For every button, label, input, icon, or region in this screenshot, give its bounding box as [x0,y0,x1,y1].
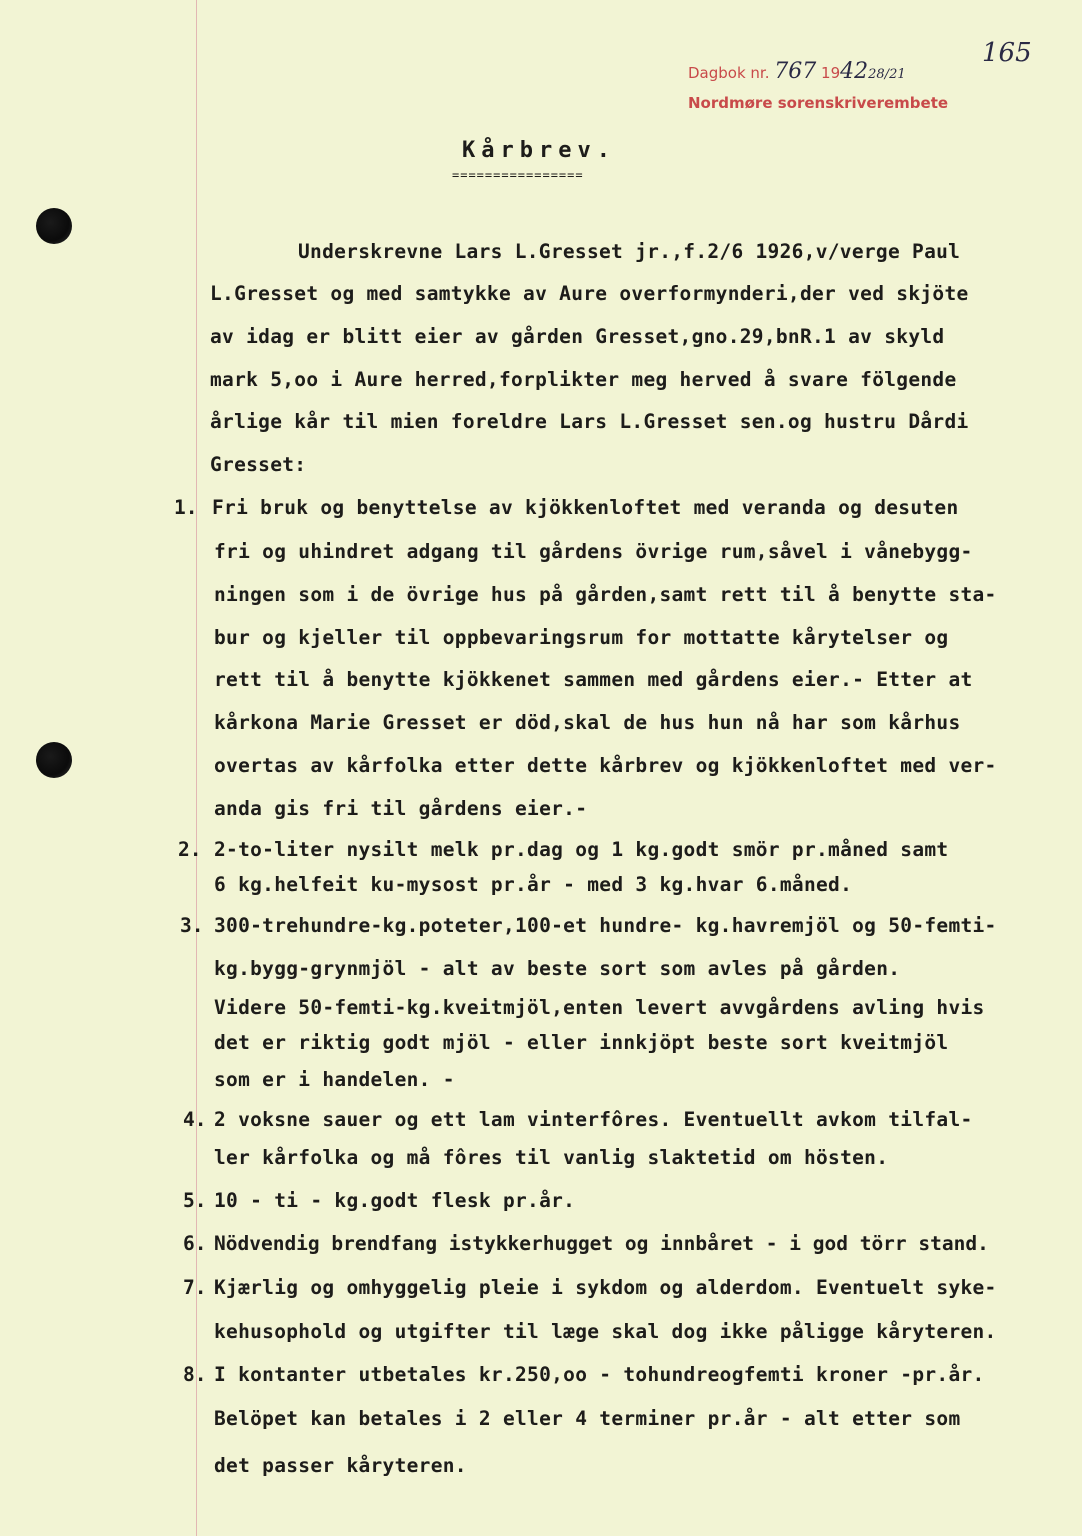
item-line: det passer kåryteren. [214,1454,467,1477]
stamp-date: 28/21 [868,67,906,82]
item-line: fri og uhindret adgang til gårdens övrige rum,såvel i vånebygg- [214,540,973,563]
intro-line: mark 5,oo i Aure herred,forplikter meg herved å svare fölgende [210,368,957,391]
item-line: Kjærlig og omhyggelig pleie i sykdom og alderdom. Eventuelt syke- [214,1276,997,1299]
intro-line: Gresset: [210,453,307,476]
punch-hole [36,208,72,244]
item-line: 6 kg.helfeit ku-mysost pr.år - med 3 kg.hvar 6.måned. [214,873,853,896]
item-line: 2 voksne sauer og ett lam vinterfôres. Eventuellt avkom tilfal- [214,1108,973,1131]
item-line: kg.bygg-grynmjöl - alt av beste sort som avles på gården. [214,957,901,980]
item-line: bur og kjeller til oppbevaringsrum for mottatte kårytelser og [214,626,949,649]
item-line: overtas av kårfolka etter dette kårbrev og kjökkenloftet med ver- [214,754,997,777]
item-line: Belöpet kan betales i 2 eller 4 terminer pr.år - alt etter som [214,1407,961,1430]
margin-line [196,0,197,1536]
item-line: 300-trehundre-kg.poteter,100-et hundre- kg.havremjöl og 50-femti- [214,914,997,937]
item-number: 2. [178,838,202,861]
item-line: Videre 50-femti-kg.kveitmjöl,enten levert avvgårdens avling hvis [214,996,985,1019]
registry-stamp [688,58,948,117]
item-number: 6. [183,1232,207,1255]
item-line: kårkona Marie Gresset er död,skal de hus hun nå har som kårhus [214,711,961,734]
stamp-dagbok-label: Dagbok nr. [688,64,770,82]
page-number: 165 [982,38,1032,68]
item-line: Nödvendig brendfang istykkerhugget og innbåret - i god törr stand. [214,1232,989,1255]
item-line: rett til å benytte kjökkenet sammen med gårdens eier.- Etter at [214,668,973,691]
item-line: Fri bruk og benyttelse av kjökkenloftet med veranda og desuten [212,496,959,519]
item-number: 3. [180,914,204,937]
intro-line: av idag er blitt eier av gården Gresset,gno.29,bnR.1 av skyld [210,325,945,348]
item-number: 4. [183,1108,207,1131]
item-number: 7. [183,1276,207,1299]
stamp-office: Nordmøre sorenskriverembete [688,94,949,112]
item-line: ler kårfolka og må fôres til vanlig slaktetid om hösten. [214,1146,889,1169]
item-number: 8. [183,1363,207,1386]
intro-line: årlige kår til mien foreldre Lars L.Gresset sen.og hustru Dårdi [210,410,969,433]
intro-line: Underskrevne Lars L.Gresset jr.,f.2/6 1926,v/verge Paul [298,240,961,263]
item-line: kehusophold og utgifter til læge skal dog ikke påligge kåryteren. [214,1320,997,1343]
punch-hole [36,742,72,778]
stamp-dagbok-number: 767 [774,59,817,84]
stamp-year-prefix: 19 [821,64,841,82]
item-line: anda gis fri til gårdens eier.- [214,797,588,820]
intro-line: L.Gresset og med samtykke av Aure overformynderi,der ved skjöte [210,282,969,305]
title-underline: ================ [452,168,584,182]
item-line: I kontanter utbetales kr.250,oo - tohundreogfemti kroner -pr.år. [214,1363,985,1386]
item-number: 5. [183,1189,207,1212]
stamp-year: 42 [840,59,869,84]
item-line: det er riktig godt mjöl - eller innkjöpt beste sort kveitmjöl [214,1031,949,1054]
item-number: 1. [174,496,198,519]
item-line: 2-to-liter nysilt melk pr.dag og 1 kg.godt smör pr.måned samt [214,838,949,861]
document-title: Kårbrev. [462,138,616,163]
item-line: 10 - ti - kg.godt flesk pr.år. [214,1189,576,1212]
item-line: som er i handelen. - [214,1068,455,1091]
item-line: ningen som i de övrige hus på gården,samt rett til å benytte sta- [214,583,997,606]
